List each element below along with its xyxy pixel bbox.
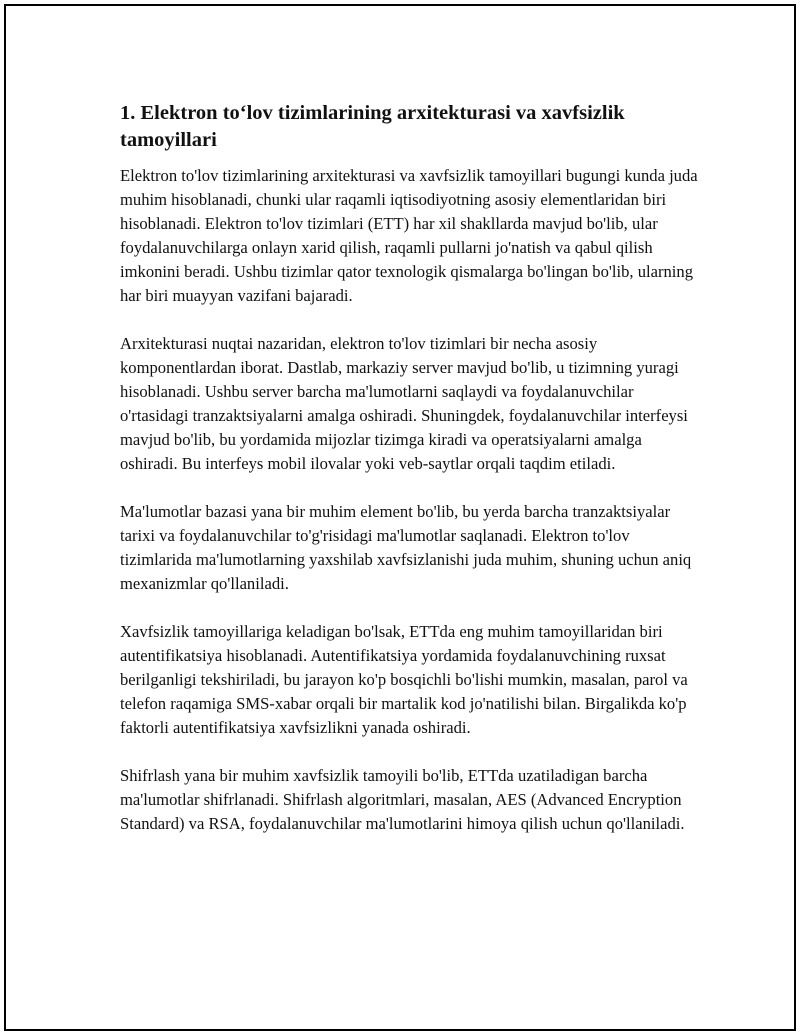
paragraph-1: Elektron to'lov tizimlarining arxitekturasi va xavfsizlik tamoyillari bugungi kunda juda muhim hisoblanadi, chunki ular raqamli iqtisodiyotning asosiy elementlaridan biri hisoblanadi. Elektron to'lov tizimlari (ETT) har xil shakllarda mavjud bo'lib, ular foydalanuvchilarga onlayn xarid qilish, raqamli pullarni jo'natish va qabul qilish imkonini beradi. Ushbu tizimlar qator texnologik qismalarga bo'lingan bo'lib, ularning har biri muayyan vazifani bajaradi.: [120, 166, 698, 305]
document-body: [120, 100, 700, 860]
paragraph-3: Ma'lumotlar bazasi yana bir muhim element bo'lib, bu yerda barcha tranzaktsiyalar tarixi va foydalanuvchilar to'g'risidagi ma'lumotlar saqlanadi. Elektron to'lov tizimlarida ma'lumotlarning yaxshilab xavfsizlanishi juda muhim, shuning uchun aniq mexanizmlar qo'llaniladi.: [120, 502, 692, 593]
page-frame: [4, 4, 796, 1031]
section-heading: 1. Elektron to‘lov tizimlarining arxitekturasi va xavfsizlik tamoyillari: [120, 102, 625, 151]
paragraph-5: Shifrlash yana bir muhim xavfsizlik tamoyili bo'lib, ETTda uzatiladigan barcha ma'lumotlar shifrlanadi. Shifrlash algoritmlari, masalan, AES (Advanced Encryption Standard) va RSA, foydalanuvchilar ma'lumotlarini himoya qilish uchun qo'llaniladi.: [120, 766, 685, 833]
paragraph-4: Xavfsizlik tamoyillariga keladigan bo'lsak, ETTda eng muhim tamoyillaridan biri autentifikatsiya hisoblanadi. Autentifikatsiya yordamida foydalanuvchining ruxsat berilganligi tekshiriladi, bu jarayon ko'p bosqichli bo'lishi mumkin, masalan, parol va telefon raqamiga SMS-xabar orqali bir martalik kod jo'natilishi bilan. Birgalikda ko'p faktorli autentifikatsiya xavfsizlikni yanada oshiradi.: [120, 622, 688, 737]
paragraph-2: Arxitekturasi nuqtai nazaridan, elektron to'lov tizimlari bir necha asosiy komponentlardan iborat. Dastlab, markaziy server mavjud bo'lib, u tizimning yuragi hisoblanadi. Ushbu server barcha ma'lumotlarni saqlaydi va foydalanuvchilar o'rtasidagi tranzaktsiyalarni amalga oshiradi. Shuningdek, foydalanuvchilar interfeysi mavjud bo'lib, bu yordamida mijozlar tizimga kiradi va operatsiyalarni amalga oshiradi. Bu interfeys mobil ilovalar yoki veb-saytlar orqali taqdim etiladi.: [120, 334, 688, 473]
